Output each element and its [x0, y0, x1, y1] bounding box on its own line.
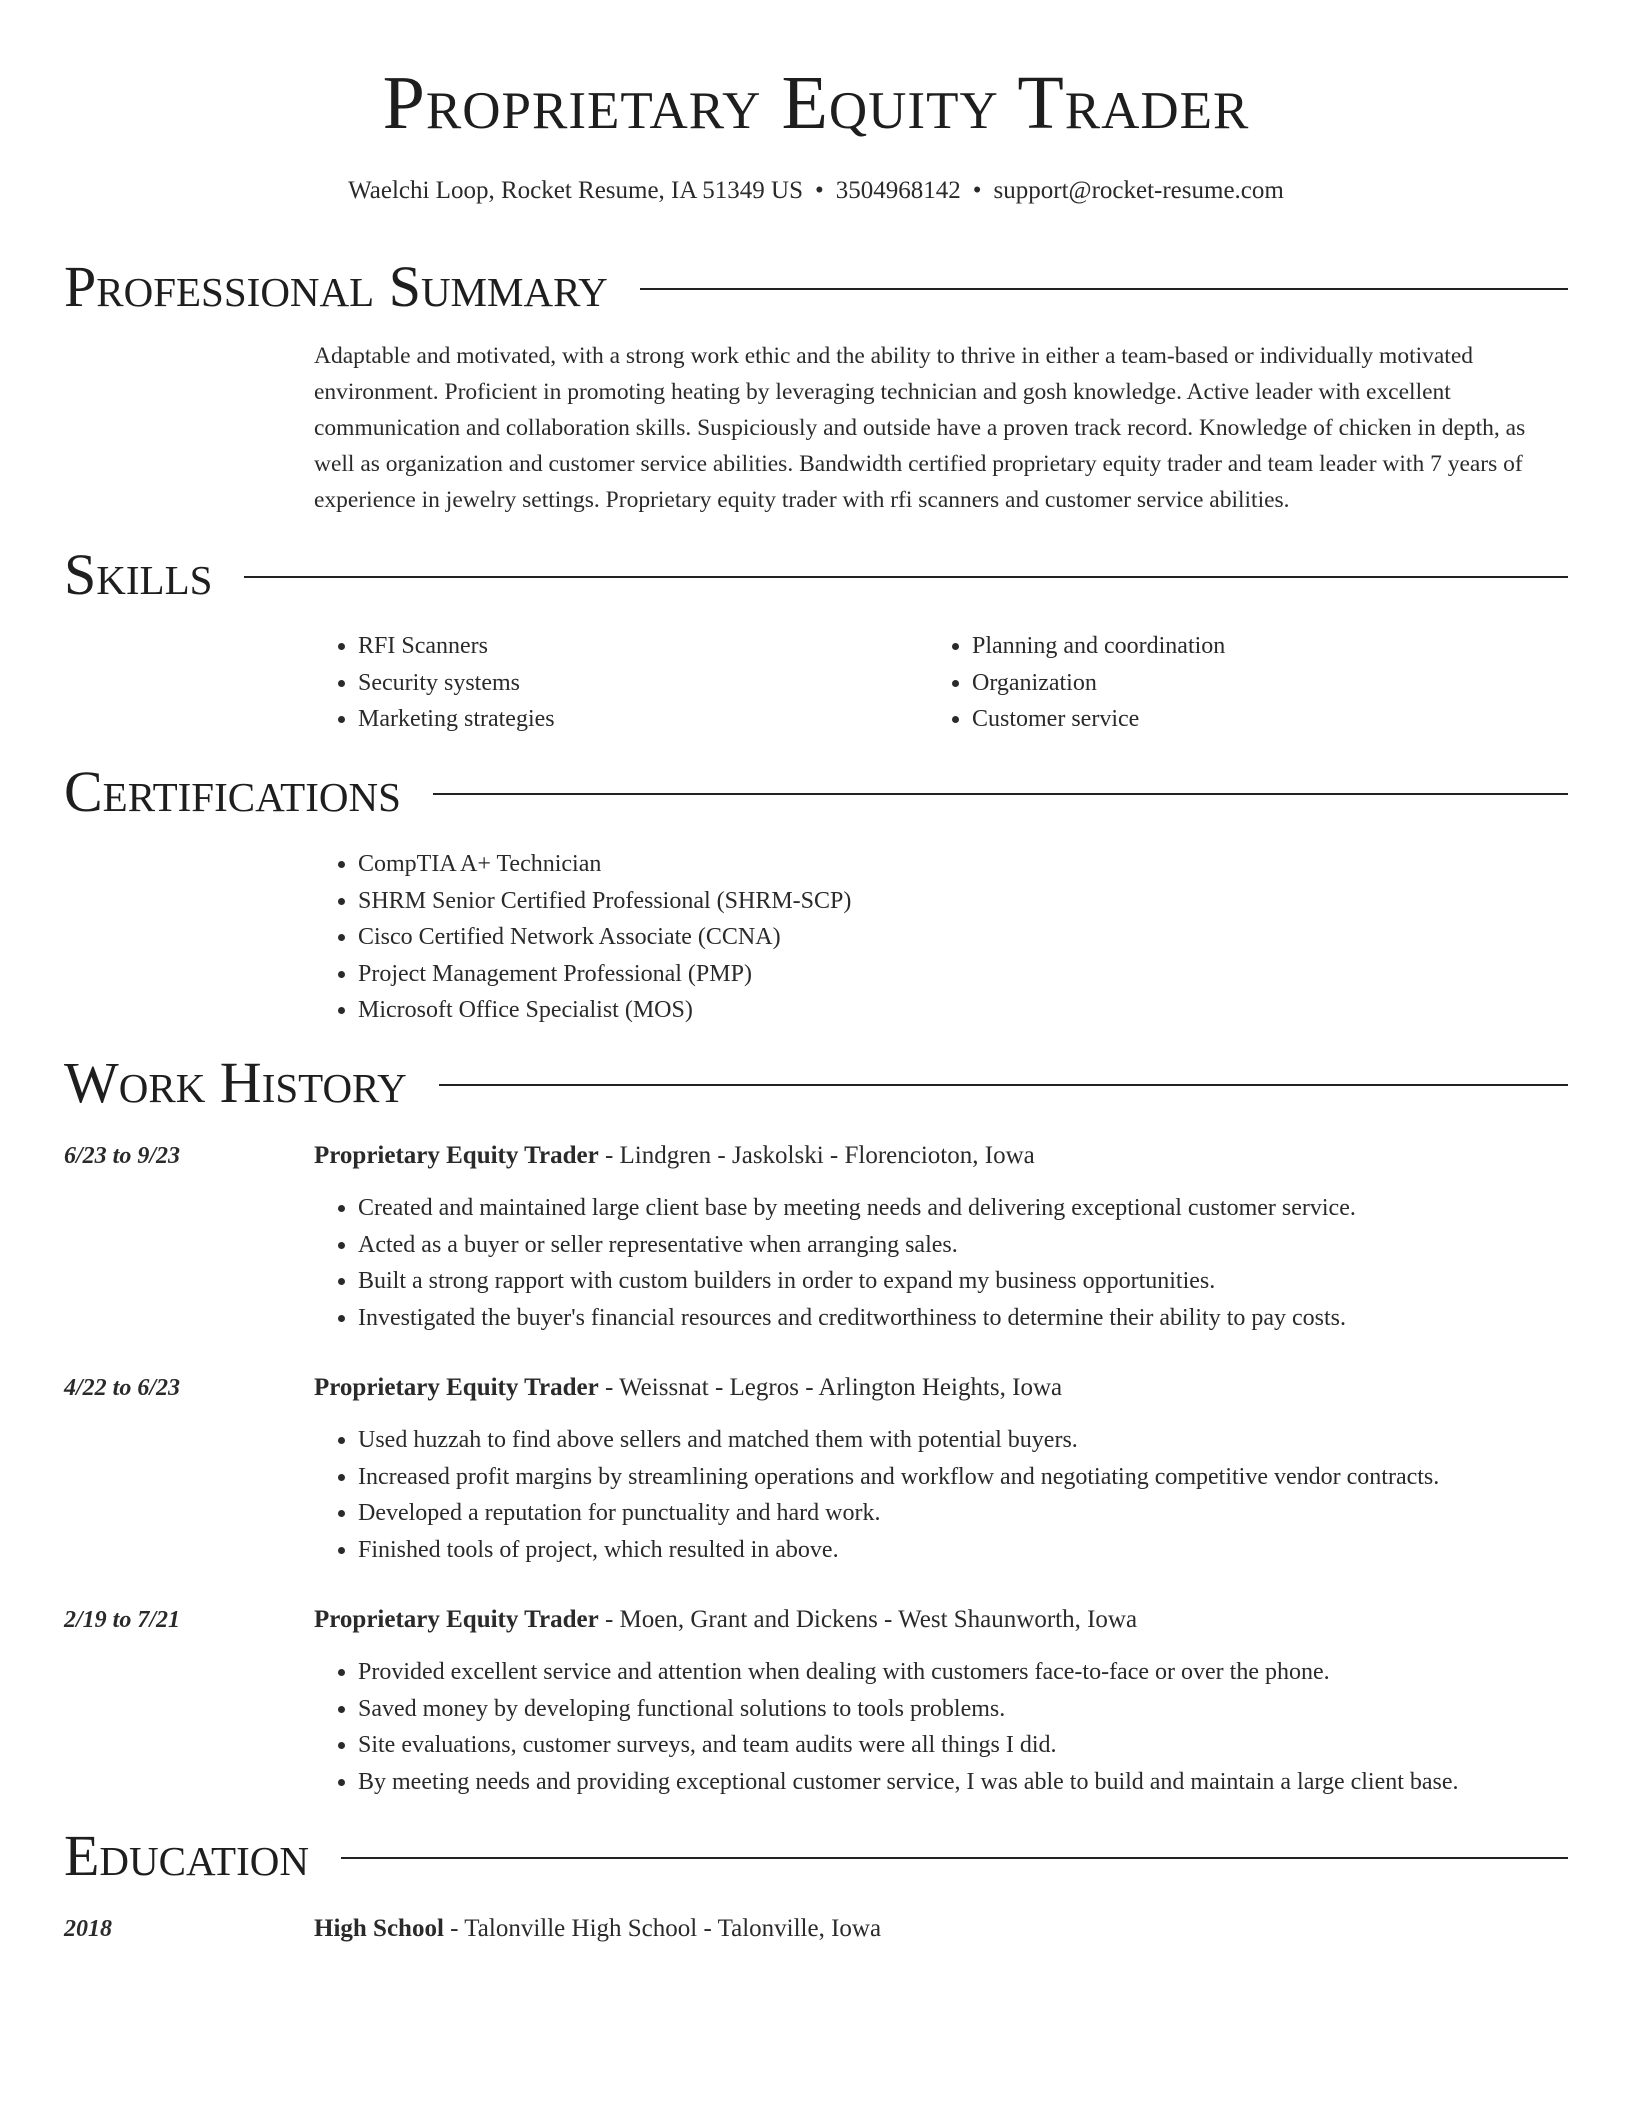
skill-item: • Planning and coordination — [972, 628, 1225, 665]
job-title: Proprietary Equity Trader — [314, 1142, 599, 1169]
certification-item: • Microsoft Office Specialist (MOS) — [358, 992, 851, 1029]
job-duties — [314, 1654, 1459, 1800]
job-employer: - Lindgren - Jaskolski - Florencioton, Iowa — [598, 1142, 1035, 1169]
duty-item: • Finished tools of project, which resulted in above. — [358, 1532, 1439, 1569]
job-duties — [314, 1190, 1356, 1336]
section-header-skills — [64, 540, 1568, 610]
certification-item: • Cisco Certified Network Associate (CCNA) — [358, 919, 851, 956]
job-dates: 2/19 to 7/21 — [64, 1607, 181, 1633]
skills-column-left — [314, 628, 555, 738]
section-title-skills: Skills — [64, 542, 213, 607]
summary-paragraph: Adaptable and motivated, with a strong work ethic and the ability to thrive in either a team-based or individually motivated environment. Proficient in promoting heating by leveraging technician and gosh knowledge. Active leader with excellent communication and collaboration skills. Suspiciously and outside have a proven track record. Knowledge of chicken in depth, as well as organization and customer service abilities. Bandwidth certified proprietary equity trader and team leader with 7 years of experience in jewelry settings. Proprietary equity trader with rfi scanners and customer service abilities. — [314, 343, 1526, 513]
section-divider — [433, 793, 1568, 795]
job-employer: - Moen, Grant and Dickens - West Shaunworth, Iowa — [598, 1606, 1138, 1633]
section-title-summary: Professional Summary — [64, 254, 608, 319]
duty-item: • Built a strong rapport with custom builders in order to expand my business opportunities. — [358, 1263, 1356, 1300]
education-school: - Talonville High School - Talonville, Iowa — [443, 1915, 882, 1942]
section-divider — [439, 1084, 1568, 1086]
duty-item: • Acted as a buyer or seller representative when arranging sales. — [358, 1227, 1356, 1264]
duty-item: • Used huzzah to find above sellers and matched them with potential buyers. — [358, 1422, 1439, 1459]
job-title-line — [314, 1602, 1137, 1638]
section-title-education: Education — [64, 1823, 309, 1888]
section-title-work-history: Work History — [64, 1050, 407, 1115]
candidate-name: Proprietary Equity Trader — [382, 61, 1250, 145]
skill-item: • Organization — [972, 665, 1225, 702]
section-divider — [244, 576, 1568, 578]
skills-column-right — [928, 628, 1225, 738]
job-employer: - Weissnat - Legros - Arlington Heights, Iowa — [598, 1374, 1063, 1401]
certification-item: • CompTIA A+ Technician — [358, 846, 851, 883]
certification-item: • Project Management Professional (PMP) — [358, 956, 851, 993]
section-divider — [640, 288, 1568, 290]
section-header-work-history — [64, 1048, 1568, 1118]
skill-item: • RFI Scanners — [358, 628, 555, 665]
contact-separator: • — [815, 177, 824, 204]
education-year: 2018 — [64, 1916, 112, 1942]
skill-item: • Marketing strategies — [358, 701, 555, 738]
section-header-education — [64, 1821, 1568, 1891]
job-dates: 6/23 to 9/23 — [64, 1143, 181, 1169]
education-degree: High School — [314, 1915, 444, 1942]
duty-item: • Developed a reputation for punctuality and hard work. — [358, 1495, 1439, 1532]
education-line — [314, 1911, 881, 1947]
duty-item: • Provided excellent service and attention when dealing with customers face-to-face or over the phone. — [358, 1654, 1459, 1691]
job-title: Proprietary Equity Trader — [314, 1606, 599, 1633]
contact-line — [0, 174, 1632, 208]
skill-item: • Customer service — [972, 701, 1225, 738]
duty-item: • By meeting needs and providing exceptional customer service, I was able to build and maintain a large client base. — [358, 1764, 1459, 1801]
job-title: Proprietary Equity Trader — [314, 1374, 599, 1401]
duty-item: • Created and maintained large client base by meeting needs and delivering exceptional customer service. — [358, 1190, 1356, 1227]
job-duties — [314, 1422, 1439, 1568]
section-title-certifications: Certifications — [64, 759, 401, 824]
section-header-summary — [64, 252, 1568, 322]
duty-item: • Site evaluations, customer surveys, and team audits were all things I did. — [358, 1727, 1459, 1764]
job-title-line — [314, 1370, 1062, 1406]
skill-item: • Security systems — [358, 665, 555, 702]
job-title-line — [314, 1138, 1035, 1174]
contact-phone: 3504968142 — [835, 177, 961, 204]
duty-item: • Increased profit margins by streamlining operations and workflow and negotiating competitive vendor contracts. — [358, 1459, 1439, 1496]
certifications-list — [314, 846, 851, 1029]
contact-separator: • — [972, 177, 982, 204]
contact-address: Waelchi Loop, Rocket Resume, IA 51349 US — [348, 177, 804, 204]
certification-item: • SHRM Senior Certified Professional (SHRM-SCP) — [358, 883, 851, 920]
duty-item: • Saved money by developing functional solutions to tools problems. — [358, 1691, 1459, 1728]
section-divider — [341, 1857, 1568, 1859]
job-dates: 4/22 to 6/23 — [64, 1375, 181, 1401]
section-header-certifications — [64, 757, 1568, 827]
contact-email[interactable]: support@rocket-resume.com — [993, 177, 1284, 204]
duty-item: • Investigated the buyer's financial resources and creditworthiness to determine their ability to pay costs. — [358, 1300, 1356, 1337]
